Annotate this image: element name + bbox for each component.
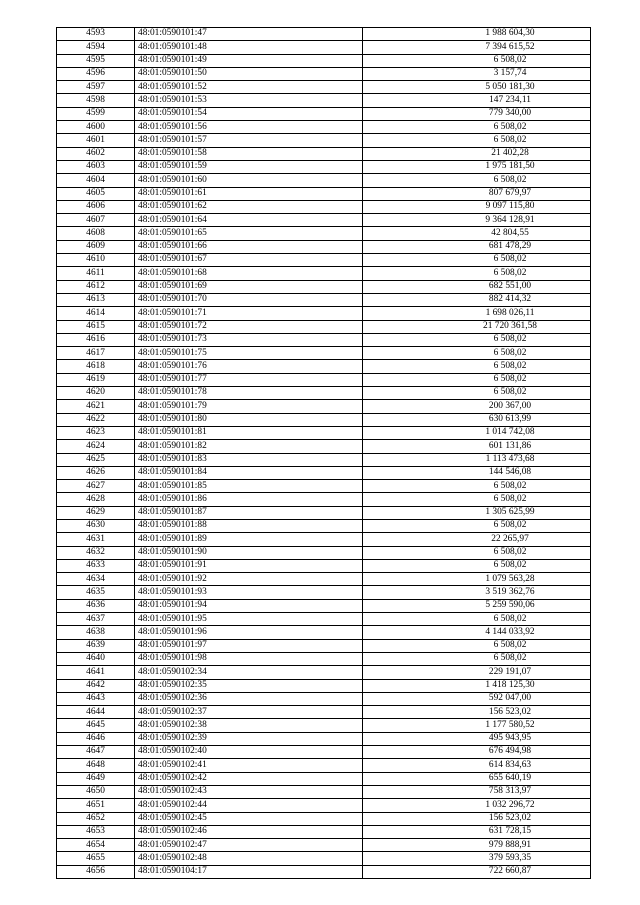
cadastral-value-cell: 6 508,02 [363, 493, 591, 506]
cadastral-number-cell: 48:01:0590101:87 [135, 506, 363, 519]
cadastral-value-cell: 6 508,02 [363, 639, 591, 652]
row-number-cell: 4598 [57, 94, 135, 107]
cadastral-number-cell: 48:01:0590101:47 [135, 28, 363, 41]
cadastral-value-cell: 200 367,00 [363, 400, 591, 413]
table-row [57, 719, 591, 732]
table-row [57, 373, 591, 386]
table-row [57, 812, 591, 825]
row-number-cell: 4601 [57, 134, 135, 147]
cadastral-number-cell: 48:01:0590101:92 [135, 573, 363, 586]
table-row [57, 666, 591, 679]
cadastral-number-cell: 48:01:0590101:66 [135, 240, 363, 253]
cadastral-value-cell: 156 523,02 [363, 706, 591, 719]
table-row [57, 147, 591, 160]
cadastral-number-cell: 48:01:0590101:56 [135, 121, 363, 134]
table-row [57, 333, 591, 346]
row-number-cell: 4638 [57, 626, 135, 639]
cadastral-number-cell: 48:01:0590101:65 [135, 227, 363, 240]
cadastral-number-cell: 48:01:0590101:81 [135, 426, 363, 439]
row-number-cell: 4641 [57, 666, 135, 679]
table-row [57, 67, 591, 80]
table-row [57, 546, 591, 559]
cadastral-value-cell: 1 079 563,28 [363, 573, 591, 586]
cadastral-number-cell: 48:01:0590101:57 [135, 134, 363, 147]
table-row [57, 187, 591, 200]
cadastral-number-cell: 48:01:0590101:69 [135, 280, 363, 293]
cadastral-number-cell: 48:01:0590101:76 [135, 360, 363, 373]
cadastral-number-cell: 48:01:0590101:50 [135, 67, 363, 80]
cadastral-value-cell: 3 157,74 [363, 67, 591, 80]
cadastral-value-cell: 1 032 296,72 [363, 799, 591, 812]
cadastral-number-cell: 48:01:0590101:90 [135, 546, 363, 559]
cadastral-value-cell: 9 364 128,91 [363, 214, 591, 227]
row-number-cell: 4606 [57, 200, 135, 213]
cadastral-number-cell: 48:01:0590101:86 [135, 493, 363, 506]
cadastral-number-cell: 48:01:0590101:96 [135, 626, 363, 639]
row-number-cell: 4634 [57, 573, 135, 586]
cadastral-value-cell: 7 394 615,52 [363, 41, 591, 54]
cadastral-value-cell: 630 613,99 [363, 413, 591, 426]
table-row [57, 107, 591, 120]
cadastral-value-cell: 147 234,11 [363, 94, 591, 107]
cadastral-number-cell: 48:01:0590101:60 [135, 174, 363, 187]
row-number-cell: 4607 [57, 214, 135, 227]
cadastral-number-cell: 48:01:0590101:48 [135, 41, 363, 54]
row-number-cell: 4624 [57, 440, 135, 453]
cadastral-value-cell: 6 508,02 [363, 373, 591, 386]
cadastral-number-cell: 48:01:0590102:35 [135, 679, 363, 692]
cadastral-value-cell: 6 508,02 [363, 613, 591, 626]
row-number-cell: 4604 [57, 174, 135, 187]
cadastral-number-cell: 48:01:0590101:98 [135, 652, 363, 665]
cadastral-value-cell: 229 191,07 [363, 666, 591, 679]
cadastral-value-cell: 9 097 115,80 [363, 200, 591, 213]
table-row [57, 240, 591, 253]
cadastral-number-cell: 48:01:0590104:17 [135, 865, 363, 878]
cadastral-value-cell: 6 508,02 [363, 333, 591, 346]
row-number-cell: 4656 [57, 865, 135, 878]
cadastral-value-cell: 631 728,15 [363, 825, 591, 838]
cadastral-number-cell: 48:01:0590101:62 [135, 200, 363, 213]
cadastral-number-cell: 48:01:0590101:93 [135, 586, 363, 599]
cadastral-number-cell: 48:01:0590101:72 [135, 320, 363, 333]
cadastral-value-cell: 979 888,91 [363, 839, 591, 852]
row-number-cell: 4599 [57, 107, 135, 120]
row-number-cell: 4633 [57, 559, 135, 572]
cadastral-number-cell: 48:01:0590101:91 [135, 559, 363, 572]
table-row [57, 54, 591, 67]
row-number-cell: 4620 [57, 387, 135, 400]
cadastral-value-cell: 6 508,02 [363, 652, 591, 665]
row-number-cell: 4603 [57, 160, 135, 173]
cadastral-value-cell: 4 144 033,92 [363, 626, 591, 639]
table-row [57, 493, 591, 506]
cadastral-value-cell: 6 508,02 [363, 134, 591, 147]
cadastral-value-cell: 1 014 742,08 [363, 426, 591, 439]
table-row [57, 599, 591, 612]
row-number-cell: 4602 [57, 147, 135, 160]
cadastral-number-cell: 48:01:0590102:48 [135, 852, 363, 865]
table-body [57, 28, 591, 879]
table-row [57, 174, 591, 187]
cadastral-number-cell: 48:01:0590101:82 [135, 440, 363, 453]
cadastral-value-cell: 1 305 625,99 [363, 506, 591, 519]
row-number-cell: 4645 [57, 719, 135, 732]
row-number-cell: 4608 [57, 227, 135, 240]
cadastral-value-cell: 379 593,35 [363, 852, 591, 865]
cadastral-value-cell: 42 804,55 [363, 227, 591, 240]
table-row [57, 413, 591, 426]
cadastral-value-cell: 1 113 473,68 [363, 453, 591, 466]
cadastral-number-cell: 48:01:0590101:67 [135, 254, 363, 267]
row-number-cell: 4595 [57, 54, 135, 67]
cadastral-number-cell: 48:01:0590101:84 [135, 466, 363, 479]
row-number-cell: 4643 [57, 692, 135, 705]
row-number-cell: 4629 [57, 506, 135, 519]
row-number-cell: 4593 [57, 28, 135, 41]
table-row [57, 121, 591, 134]
cadastral-number-cell: 48:01:0590102:34 [135, 666, 363, 679]
cadastral-value-cell: 144 546,08 [363, 466, 591, 479]
cadastral-value-cell: 6 508,02 [363, 254, 591, 267]
cadastral-value-cell: 1 988 604,30 [363, 28, 591, 41]
row-number-cell: 4635 [57, 586, 135, 599]
cadastral-number-cell: 48:01:0590101:49 [135, 54, 363, 67]
row-number-cell: 4605 [57, 187, 135, 200]
table-row [57, 94, 591, 107]
table-row [57, 506, 591, 519]
cadastral-value-cell: 6 508,02 [363, 559, 591, 572]
table-row [57, 732, 591, 745]
row-number-cell: 4642 [57, 679, 135, 692]
row-number-cell: 4615 [57, 320, 135, 333]
cadastral-number-cell: 48:01:0590102:46 [135, 825, 363, 838]
table-row [57, 227, 591, 240]
cadastral-value-cell: 5 050 181,30 [363, 81, 591, 94]
table-row [57, 160, 591, 173]
cadastral-number-cell: 48:01:0590102:47 [135, 839, 363, 852]
cadastral-number-cell: 48:01:0590101:58 [135, 147, 363, 160]
table-row [57, 28, 591, 41]
table-row [57, 613, 591, 626]
cadastral-number-cell: 48:01:0590101:85 [135, 480, 363, 493]
cadastral-number-cell: 48:01:0590101:71 [135, 307, 363, 320]
row-number-cell: 4621 [57, 400, 135, 413]
table-row [57, 347, 591, 360]
table-row [57, 799, 591, 812]
table-row [57, 254, 591, 267]
row-number-cell: 4644 [57, 706, 135, 719]
row-number-cell: 4654 [57, 839, 135, 852]
cadastral-value-cell: 779 340,00 [363, 107, 591, 120]
table-row [57, 586, 591, 599]
table-row [57, 559, 591, 572]
table-row [57, 772, 591, 785]
row-number-cell: 4596 [57, 67, 135, 80]
cadastral-number-cell: 48:01:0590101:97 [135, 639, 363, 652]
row-number-cell: 4650 [57, 785, 135, 798]
cadastral-value-cell: 156 523,02 [363, 812, 591, 825]
cadastral-number-cell: 48:01:0590101:94 [135, 599, 363, 612]
row-number-cell: 4651 [57, 799, 135, 812]
cadastral-number-cell: 48:01:0590102:41 [135, 759, 363, 772]
row-number-cell: 4652 [57, 812, 135, 825]
cadastral-number-cell: 48:01:0590101:59 [135, 160, 363, 173]
row-number-cell: 4649 [57, 772, 135, 785]
cadastral-number-cell: 48:01:0590101:78 [135, 387, 363, 400]
row-number-cell: 4646 [57, 732, 135, 745]
table-row [57, 679, 591, 692]
row-number-cell: 4614 [57, 307, 135, 320]
cadastral-value-cell: 682 551,00 [363, 280, 591, 293]
row-number-cell: 4613 [57, 293, 135, 306]
cadastral-number-cell: 48:01:0590102:40 [135, 746, 363, 759]
table-row [57, 639, 591, 652]
row-number-cell: 4648 [57, 759, 135, 772]
table-row [57, 865, 591, 878]
cadastral-value-cell: 21 402,28 [363, 147, 591, 160]
table-row [57, 426, 591, 439]
table-row [57, 134, 591, 147]
cadastral-number-cell: 48:01:0590101:70 [135, 293, 363, 306]
cadastral-value-table [56, 27, 591, 879]
cadastral-value-cell: 807 679,97 [363, 187, 591, 200]
row-number-cell: 4628 [57, 493, 135, 506]
cadastral-value-cell: 22 265,97 [363, 533, 591, 546]
row-number-cell: 4625 [57, 453, 135, 466]
cadastral-value-cell: 6 508,02 [363, 546, 591, 559]
cadastral-number-cell: 48:01:0590102:37 [135, 706, 363, 719]
table-row [57, 267, 591, 280]
cadastral-number-cell: 48:01:0590101:77 [135, 373, 363, 386]
row-number-cell: 4611 [57, 267, 135, 280]
cadastral-number-cell: 48:01:0590102:44 [135, 799, 363, 812]
cadastral-number-cell: 48:01:0590101:64 [135, 214, 363, 227]
row-number-cell: 4640 [57, 652, 135, 665]
row-number-cell: 4617 [57, 347, 135, 360]
table-row [57, 533, 591, 546]
cadastral-value-cell: 21 720 361,58 [363, 320, 591, 333]
table-row [57, 200, 591, 213]
table-row [57, 453, 591, 466]
cadastral-value-cell: 758 313,97 [363, 785, 591, 798]
cadastral-value-cell: 3 519 362,76 [363, 586, 591, 599]
row-number-cell: 4622 [57, 413, 135, 426]
cadastral-value-cell: 676 494,98 [363, 746, 591, 759]
cadastral-number-cell: 48:01:0590101:73 [135, 333, 363, 346]
cadastral-value-cell: 592 047,00 [363, 692, 591, 705]
table-row [57, 746, 591, 759]
table-row [57, 307, 591, 320]
cadastral-number-cell: 48:01:0590101:52 [135, 81, 363, 94]
cadastral-value-cell: 601 131,86 [363, 440, 591, 453]
table-row [57, 81, 591, 94]
cadastral-value-cell: 655 640,19 [363, 772, 591, 785]
cadastral-value-cell: 6 508,02 [363, 480, 591, 493]
table-row [57, 652, 591, 665]
table-row [57, 839, 591, 852]
row-number-cell: 4639 [57, 639, 135, 652]
row-number-cell: 4627 [57, 480, 135, 493]
table-row [57, 320, 591, 333]
table-row [57, 785, 591, 798]
row-number-cell: 4630 [57, 519, 135, 532]
row-number-cell: 4631 [57, 533, 135, 546]
table-row [57, 41, 591, 54]
table-row [57, 759, 591, 772]
cadastral-number-cell: 48:01:0590101:75 [135, 347, 363, 360]
cadastral-value-cell: 6 508,02 [363, 174, 591, 187]
table-row [57, 466, 591, 479]
row-number-cell: 4637 [57, 613, 135, 626]
cadastral-value-cell: 882 414,32 [363, 293, 591, 306]
row-number-cell: 4597 [57, 81, 135, 94]
table-row [57, 692, 591, 705]
cadastral-number-cell: 48:01:0590101:89 [135, 533, 363, 546]
row-number-cell: 4609 [57, 240, 135, 253]
table-row [57, 387, 591, 400]
cadastral-number-cell: 48:01:0590102:39 [135, 732, 363, 745]
cadastral-value-cell: 6 508,02 [363, 347, 591, 360]
table-row [57, 626, 591, 639]
cadastral-value-cell: 6 508,02 [363, 121, 591, 134]
cadastral-number-cell: 48:01:0590101:88 [135, 519, 363, 532]
row-number-cell: 4647 [57, 746, 135, 759]
cadastral-value-cell: 1 975 181,50 [363, 160, 591, 173]
row-number-cell: 4655 [57, 852, 135, 865]
row-number-cell: 4632 [57, 546, 135, 559]
cadastral-number-cell: 48:01:0590102:36 [135, 692, 363, 705]
cadastral-number-cell: 48:01:0590101:95 [135, 613, 363, 626]
cadastral-value-cell: 6 508,02 [363, 360, 591, 373]
row-number-cell: 4616 [57, 333, 135, 346]
table-row [57, 706, 591, 719]
table-row [57, 573, 591, 586]
cadastral-value-cell: 1 698 026,11 [363, 307, 591, 320]
row-number-cell: 4636 [57, 599, 135, 612]
row-number-cell: 4623 [57, 426, 135, 439]
cadastral-value-cell: 6 508,02 [363, 54, 591, 67]
table-row [57, 360, 591, 373]
table-row [57, 825, 591, 838]
cadastral-value-cell: 5 259 590,06 [363, 599, 591, 612]
cadastral-value-cell: 6 508,02 [363, 519, 591, 532]
table-row [57, 400, 591, 413]
table-row [57, 280, 591, 293]
cadastral-value-cell: 614 834,63 [363, 759, 591, 772]
row-number-cell: 4626 [57, 466, 135, 479]
cadastral-value-cell: 722 660,87 [363, 865, 591, 878]
cadastral-number-cell: 48:01:0590102:43 [135, 785, 363, 798]
row-number-cell: 4610 [57, 254, 135, 267]
cadastral-number-cell: 48:01:0590102:38 [135, 719, 363, 732]
row-number-cell: 4619 [57, 373, 135, 386]
cadastral-number-cell: 48:01:0590101:54 [135, 107, 363, 120]
cadastral-value-cell: 1 177 580,52 [363, 719, 591, 732]
table-row [57, 852, 591, 865]
table-row [57, 440, 591, 453]
row-number-cell: 4612 [57, 280, 135, 293]
cadastral-value-cell: 6 508,02 [363, 267, 591, 280]
row-number-cell: 4653 [57, 825, 135, 838]
cadastral-value-cell: 6 508,02 [363, 387, 591, 400]
table-row [57, 214, 591, 227]
cadastral-number-cell: 48:01:0590102:42 [135, 772, 363, 785]
row-number-cell: 4600 [57, 121, 135, 134]
cadastral-number-cell: 48:01:0590101:80 [135, 413, 363, 426]
table-row [57, 519, 591, 532]
cadastral-value-cell: 495 943,95 [363, 732, 591, 745]
row-number-cell: 4618 [57, 360, 135, 373]
cadastral-number-cell: 48:01:0590102:45 [135, 812, 363, 825]
cadastral-number-cell: 48:01:0590101:68 [135, 267, 363, 280]
cadastral-number-cell: 48:01:0590101:61 [135, 187, 363, 200]
table-row [57, 480, 591, 493]
cadastral-number-cell: 48:01:0590101:83 [135, 453, 363, 466]
cadastral-number-cell: 48:01:0590101:53 [135, 94, 363, 107]
cadastral-value-cell: 1 418 125,30 [363, 679, 591, 692]
cadastral-value-cell: 681 478,29 [363, 240, 591, 253]
table-row [57, 293, 591, 306]
cadastral-number-cell: 48:01:0590101:79 [135, 400, 363, 413]
row-number-cell: 4594 [57, 41, 135, 54]
